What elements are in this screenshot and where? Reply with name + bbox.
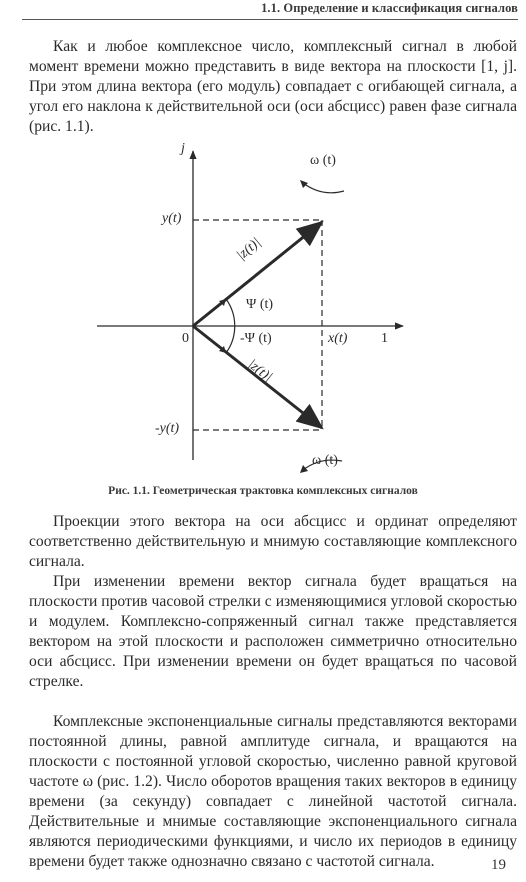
paragraph-4: Комплексные экспоненциальные сигналы представляются векторами постоянной длины, равной амплитуде сигнала, и вращаются на плоскости с постоянной угловой скоростью, численно равной круговой частоте ω (рис. 1.2). Число оборотов вращения таких векторов в единицу времени (за секунду) совпадает с линейной частотой сигнала. Действительные и мнимые составляющие экспоненциального сигнала являются периодическими функциями, и число их периодов в единицу времени будет также однозначно связано с частотой сигнала. bbox=[29, 713, 517, 870]
header-divider bbox=[22, 19, 518, 20]
label-omega-top: ω (t) bbox=[310, 153, 336, 168]
label-psi-positive: Ψ (t) bbox=[246, 297, 274, 312]
paragraph-2: Проекции этого вектора на оси абсцисс и ординат определяют соответственно действительную и мнимую составляющие комплексного сигнала. bbox=[29, 513, 517, 570]
label-x-value: x(t) bbox=[328, 331, 348, 346]
label-modulus-top: |z(t)| bbox=[234, 235, 264, 264]
figure-caption: Рис. 1.1. Геометрическая трактовка комплексных сигналов bbox=[108, 485, 418, 497]
label-origin: 0 bbox=[182, 331, 189, 346]
page-number: 19 bbox=[491, 857, 506, 873]
figure-complex-signal bbox=[0, 141, 526, 480]
label-psi-negative: -Ψ (t) bbox=[240, 331, 272, 346]
label-y-positive: y(t) bbox=[162, 211, 182, 226]
label-j-axis: j bbox=[181, 141, 185, 156]
rotation-arrow-ccw bbox=[303, 183, 344, 193]
label-omega-bottom: ω (t) bbox=[312, 453, 338, 468]
paragraph-1: Как и любое комплексное число, комплексный сигнал в любой момент времени можно представить в виде вектора на плоскости [1, j]. При этом длина вектора (его модуль) совпадает с огибающей сигнала, а угол его наклона к действительной оси (оси абсцисс) равен фазе сигнала (рис. 1.1). bbox=[29, 38, 517, 135]
label-y-negative: -y(t) bbox=[155, 421, 180, 436]
running-title: 1.1. Определение и классификация сигналов bbox=[261, 1, 518, 15]
label-real-axis: 1 bbox=[381, 331, 388, 346]
paragraph-3: При изменении времени вектор сигнала будет вращаться на плоскости против часовой стрелки с изменяющимися угловой скоростью и модулем. Комплексно-сопряженный сигнал также представляется вектором на этой плоскости и расположен симметрично относительно оси абсцисс. При изменении времени он будет вращаться по часовой стрелке. bbox=[29, 573, 517, 690]
label-modulus-bottom: |z(t)| bbox=[244, 357, 275, 386]
